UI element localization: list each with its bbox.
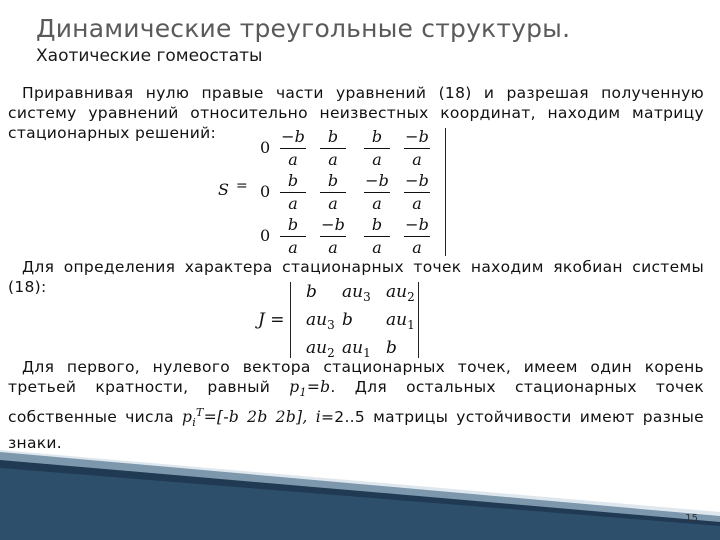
fraction-bar	[280, 148, 306, 149]
fraction-denominator: a	[372, 150, 382, 169]
j-matrix-entry: b	[386, 338, 397, 358]
s-matrix-label: S	[218, 180, 229, 199]
p1-letter: p	[289, 378, 300, 396]
s-matrix-fraction	[362, 216, 392, 257]
fraction-bar	[404, 192, 430, 193]
fraction-numerator: b	[371, 215, 383, 234]
fraction-numerator: −b	[281, 127, 305, 146]
j-matrix-entry: $au_2$	[306, 338, 335, 360]
fraction-denominator: a	[288, 150, 298, 169]
fraction-bar	[364, 192, 390, 193]
fraction-bar	[320, 236, 346, 237]
j-matrix-entry: $au_1$	[342, 338, 371, 360]
paragraph-3-text-a: Для первого, нулевого вектора стационарных точек, имеем один корень третьей кратности, равный	[8, 358, 704, 396]
j-matrix-entry: $au_3$	[342, 282, 371, 304]
fraction-bar	[404, 236, 430, 237]
fraction-bar	[320, 192, 346, 193]
fraction-bar	[364, 236, 390, 237]
fraction-denominator: a	[412, 238, 422, 257]
fraction-numerator: b	[327, 127, 339, 146]
s-matrix-equals: =	[236, 178, 248, 194]
fraction-denominator: a	[412, 150, 422, 169]
decorative-footer-shape	[0, 450, 720, 540]
s-matrix-fraction	[402, 128, 432, 169]
s-matrix-zero: 0	[260, 226, 271, 245]
fraction-numerator: −b	[405, 215, 429, 234]
fraction-bar	[280, 192, 306, 193]
fraction-bar	[404, 148, 430, 149]
fraction-denominator: a	[288, 194, 298, 213]
fraction-numerator: b	[287, 171, 299, 190]
s-matrix-right-bracket	[445, 128, 446, 256]
paragraph-3-text-c: матрицы устойчивости имеют разные знаки.	[8, 408, 705, 453]
s-matrix-zero: 0	[260, 182, 271, 201]
p1-subscript: 1	[299, 386, 307, 400]
pi-letter: p	[181, 408, 193, 427]
fraction-numerator: −b	[321, 215, 345, 234]
j-entry-subscript: 3	[327, 318, 335, 332]
s-matrix-fraction	[402, 216, 432, 257]
s-matrix-fraction	[318, 128, 348, 169]
pi-symbol	[181, 406, 308, 430]
fraction-denominator: a	[328, 238, 338, 257]
j-matrix-entry: $au_1$	[386, 310, 415, 332]
s-matrix-fraction	[402, 172, 432, 213]
fraction-denominator: a	[372, 194, 382, 213]
paragraph-2-text: Для определения характера стационарных точек находим якобиан системы (18):	[8, 258, 704, 296]
i-symbol: i	[315, 408, 321, 427]
pi-subscript: i	[192, 416, 197, 430]
page-number: 15	[685, 513, 698, 524]
fraction-bar	[320, 148, 346, 149]
j-matrix-entry: b	[306, 282, 317, 302]
fraction-numerator: −b	[405, 127, 429, 146]
slide-subtitle: Хаотические гомеостаты	[36, 46, 263, 66]
i-range: =2..5	[321, 408, 366, 427]
fraction-numerator: b	[371, 127, 383, 146]
j-entry-subscript: 3	[363, 290, 371, 304]
paragraph-3	[8, 357, 704, 453]
fraction-denominator: a	[412, 194, 422, 213]
s-matrix-fraction	[278, 128, 308, 169]
fraction-denominator: a	[372, 238, 382, 257]
j-entry-subscript: 1	[363, 346, 371, 360]
s-matrix-fraction	[278, 216, 308, 257]
fraction-bar	[364, 148, 390, 149]
fraction-denominator: a	[328, 194, 338, 213]
pi-superscript: T	[196, 406, 204, 420]
paragraph-3-text-b: . Для остальных стационарных точек собственные числа	[8, 378, 704, 427]
j-matrix-entry: $au_3$	[306, 310, 335, 332]
p1-value: =b	[306, 378, 331, 396]
s-matrix-fraction	[362, 128, 392, 169]
j-entry-subscript: 1	[407, 318, 415, 332]
fraction-numerator: b	[287, 215, 299, 234]
eigen-vector: =[-b 2b 2b],	[203, 408, 308, 427]
paragraph-1-text: Приравнивая нулю правые части уравнений (18) и разрешая полученную систему уравнений относительно неизвестных координат, находим матрицу стационарных решений:	[8, 84, 704, 142]
j-entry-subscript: 2	[327, 346, 335, 360]
fraction-numerator: b	[327, 171, 339, 190]
fraction-denominator: a	[328, 150, 338, 169]
s-matrix-zero: 0	[260, 138, 271, 157]
s-matrix-fraction	[278, 172, 308, 213]
fraction-numerator: −b	[405, 171, 429, 190]
s-matrix-fraction	[318, 172, 348, 213]
j-matrix-label: J =	[258, 310, 285, 330]
j-entry-subscript: 2	[407, 290, 415, 304]
slide-title: Динамические треугольные структуры.	[36, 14, 571, 43]
stationary-solutions-matrix	[218, 128, 458, 258]
jacobian-matrix	[258, 282, 438, 360]
j-matrix-entry: b	[342, 310, 353, 330]
j-matrix-entry: $au_2$	[386, 282, 415, 304]
j-matrix-right-bracket	[418, 282, 419, 358]
fraction-denominator: a	[288, 238, 298, 257]
p1-symbol	[289, 378, 331, 400]
j-matrix-left-bracket	[290, 282, 291, 358]
fraction-bar	[280, 236, 306, 237]
s-matrix-fraction	[318, 216, 348, 257]
s-matrix-fraction	[362, 172, 392, 213]
fraction-numerator: −b	[365, 171, 389, 190]
